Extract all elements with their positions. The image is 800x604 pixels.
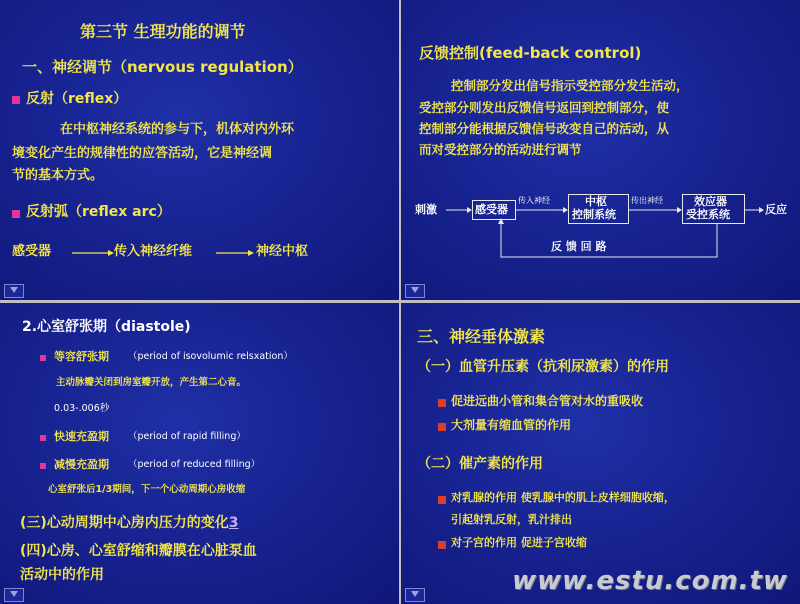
arc-center: 神经中枢: [256, 244, 309, 259]
reflex-definition-line: 境变化产生的规律性的应答活动，它是神经调: [12, 146, 273, 161]
reflex-arc-heading: 反射弧（reflex arc）: [26, 204, 171, 220]
bullet-icon: [40, 355, 46, 361]
stimulus-label: 刺激: [415, 203, 437, 216]
vasopressin-item: 促进远曲小管和集合管对水的重吸收: [451, 394, 644, 408]
slide-feedback-control: [401, 0, 800, 300]
arc-afferent: 传入神经纤维: [114, 244, 193, 259]
phase-note: 心室舒张后1/3期间，下一个心动周期心房收缩: [48, 484, 246, 495]
slide-nav-button[interactable]: [4, 284, 24, 298]
oxytocin-item: 对子宫的作用 促进子宫收缩: [451, 536, 587, 549]
bullet-icon: [40, 463, 46, 469]
feedback-diagram: [401, 0, 800, 300]
afferent-label: 传入神经: [518, 196, 550, 205]
oxytocin-item-cont: 引起射乳反射，乳汁排出: [451, 513, 572, 526]
valve-heading-cont: 活动中的作用: [20, 567, 104, 583]
phase-label: 快速充盈期: [54, 430, 109, 443]
bullet-icon: [438, 541, 446, 549]
feedback-text-line: 而对受控部分的活动进行调节: [419, 142, 582, 157]
reflex-heading: 反射（reflex）: [26, 91, 128, 107]
arc-receptor: 感受器: [12, 244, 52, 259]
bullet-icon: [438, 399, 446, 407]
slide-title: 第三节 生理功能的调节: [80, 22, 246, 41]
arc-arrows: [0, 0, 399, 300]
vasopressin-heading: （一）血管升压素（抗利尿激素）的作用: [417, 359, 669, 375]
slide-title: 三、神经垂体激素: [417, 327, 546, 346]
phase-note: 主动脉瓣关闭到房室瓣开放，产生第二心音。: [56, 377, 247, 388]
slide-title: 反馈控制(feed-back control): [419, 44, 642, 62]
slide-nav-button[interactable]: [405, 284, 425, 298]
feedback-text-line: 受控部分则发出反馈信号返回到控制部分，使: [419, 100, 670, 115]
bullet-icon: [438, 423, 446, 431]
phase-english: （period of reduced filling）: [128, 459, 261, 470]
feedback-loop-label: 反 馈 回 路: [551, 240, 607, 253]
bullet-icon: [438, 496, 446, 504]
phase-label: 等容舒张期: [54, 350, 109, 363]
slide-neurohypophysis: [401, 303, 800, 604]
slide-nav-button[interactable]: [4, 588, 24, 602]
efferent-label: 传出神经: [631, 196, 663, 205]
receptor-label: 感受器: [475, 203, 508, 216]
diastole-heading: 2.心室舒张期（diastole): [22, 319, 191, 335]
reflex-definition-line: 在中枢神经系统的参与下，机体对内外环: [60, 122, 295, 137]
vasopressin-item: 大剂量有缩血管的作用: [451, 418, 572, 432]
feedback-text-line: 控制部分发出信号指示受控部分发生活动，: [451, 78, 689, 93]
feedback-text-line: 控制部分能根据反馈信号改变自己的活动，从: [419, 121, 670, 136]
reflex-definition-line: 节的基本方式。: [12, 168, 104, 183]
phase-english: （period of rapid filling）: [128, 431, 246, 442]
phase-duration: 0.03-.006秒: [54, 403, 110, 414]
watermark-text: www.estu.com.tw: [512, 566, 788, 596]
bullet-icon: [40, 435, 46, 441]
control-system-label: 控制系统: [572, 208, 616, 221]
oxytocin-item: 对乳腺的作用 使乳腺中的肌上皮样细胞收缩，: [451, 491, 675, 504]
valve-heading: (四)心房、心室舒缩和瓣膜在心脏泵血: [20, 543, 257, 559]
center-label: 中枢: [585, 195, 607, 208]
slide-nav-button[interactable]: [405, 588, 425, 602]
slide-link-number[interactable]: 3: [228, 515, 239, 531]
atrial-pressure-heading: (三)心动周期中心房内压力的变化3: [20, 515, 239, 531]
section-heading: 一、神经调节（nervous regulation）: [22, 58, 303, 76]
phase-label: 减慢充盈期: [54, 458, 109, 471]
oxytocin-heading: （二）催产素的作用: [417, 456, 543, 472]
controlled-system-label: 受控系统: [686, 208, 730, 221]
slide-diastole: [0, 303, 399, 604]
slide-nervous-regulation: [0, 0, 399, 300]
response-label: 反应: [765, 203, 787, 216]
effector-label: 效应器: [694, 195, 727, 208]
phase-english: （period of isovolumic relsxation）: [128, 351, 293, 362]
